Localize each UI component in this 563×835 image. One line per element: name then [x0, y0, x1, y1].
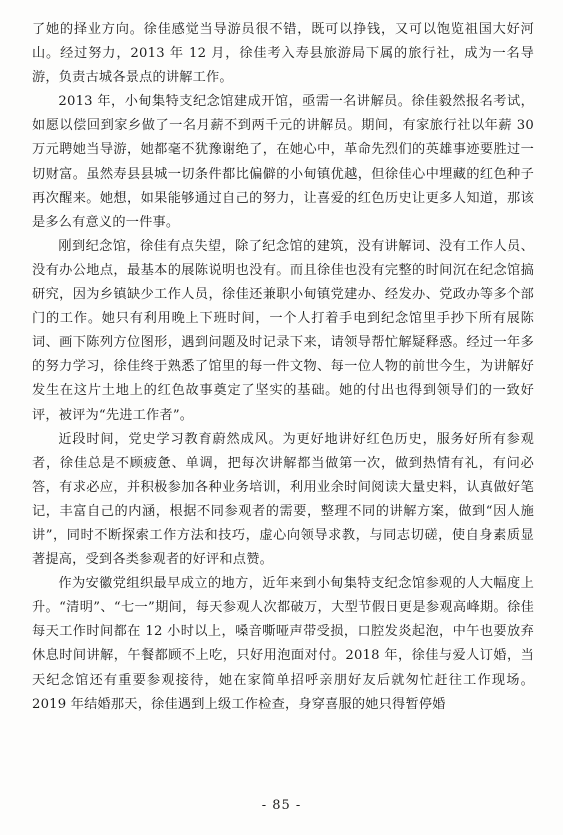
- paragraph-1: 了她的择业方向。徐佳感觉当导游员很不错，既可以挣钱，又可以饱览祖国大好河山。经过努力，2013 年 12 月，徐佳考入寿县旅游局下属的旅行社，成为一名导游，负责古城各景点的讲解工作。: [32, 22, 534, 86]
- paragraph-4: 近段时间，党史学习教育蔚然成风。为更好地讲好红色历史，服务好所有参观者，徐佳总是不顾疲惫、单调，把每次讲解都当做第一次，做到热情有礼，有问必答，有求必应，并积极参加各种业务培训，利用业余时间阅读大量史料，认真做好笔记，丰富自己的内涵，根据不同参观者的需要，整理不同的讲解方案，做到“因人施讲”，同时不断探索工作方法和技巧，虚心向领导求教，与同志切磋，使自身素质显著提高，受到各类参观者的好评和点赞。: [32, 431, 534, 568]
- paragraph-3: 刚到纪念馆，徐佳有点失望，除了纪念馆的建筑，没有讲解词、没有工作人员、没有办公地点，最基本的展陈说明也没有。而且徐佳也没有完整的时间沉在纪念馆搞研究，因为乡镇缺少工作人员，徐佳还兼职小甸镇党建办、经发办、党政办等多个部门的工作。她只有利用晚上下班时间，一个人打着手电到纪念馆里手抄下所有展陈词、画下陈列方位图形，遇到问题及时记录下来，请领导帮忙解疑释惑。经过一年多的努力学习，徐佳终于熟悉了馆里的每一件文物、每一位人物的前世今生，为讲解好发生在这片土地上的红色故事奠定了坚实的基础。她的付出也得到领导们的一致好评，被评为“先进工作者”。: [32, 238, 534, 423]
- paragraph-2: 2013 年，小甸集特支纪念馆建成开馆，亟需一名讲解员。徐佳毅然报名考试，如愿以偿回到家乡做了一名月薪不到两千元的讲解员。期间，有家旅行社以年薪 30 万元聘她当导游，她都毫不犹豫谢绝了，在她心中，革命先烈们的英雄事迹要胜过一切财富。虽然寿县县城一切条件都比偏僻的小甸镇优越，但徐佳心中埋藏的红色种子再次醒来。她想，如果能够通过自己的努力，让喜爱的红色历史让更多人知道，那该是多么有意义的一件事。: [32, 94, 534, 230]
- paragraph-5: 作为安徽党组织最早成立的地方，近年来到小甸集特支纪念馆参观的人大幅度上升。“清明”、“七一”期间，每天参观人次都破万，大型节假日更是参观高峰期。徐佳每天工作时间都在 12 小时以上，嗓音嘶哑声带受损，口腔发炎起泡，中午也要放弃休息时间讲解，午餐都顾不上吃，只好用泡面对付。2018 年，徐佳与爱人订婚，当天纪念馆还有重要参观接待，她在家简单招呼亲朋好友后就匆忙赶往工作现场。2019 年结婚那天，徐佳遇到上级工作检查，身穿喜服的她只得暂停婚: [32, 576, 534, 712]
- body-text: [32, 18, 534, 717]
- page-number: - 85 -: [261, 798, 302, 813]
